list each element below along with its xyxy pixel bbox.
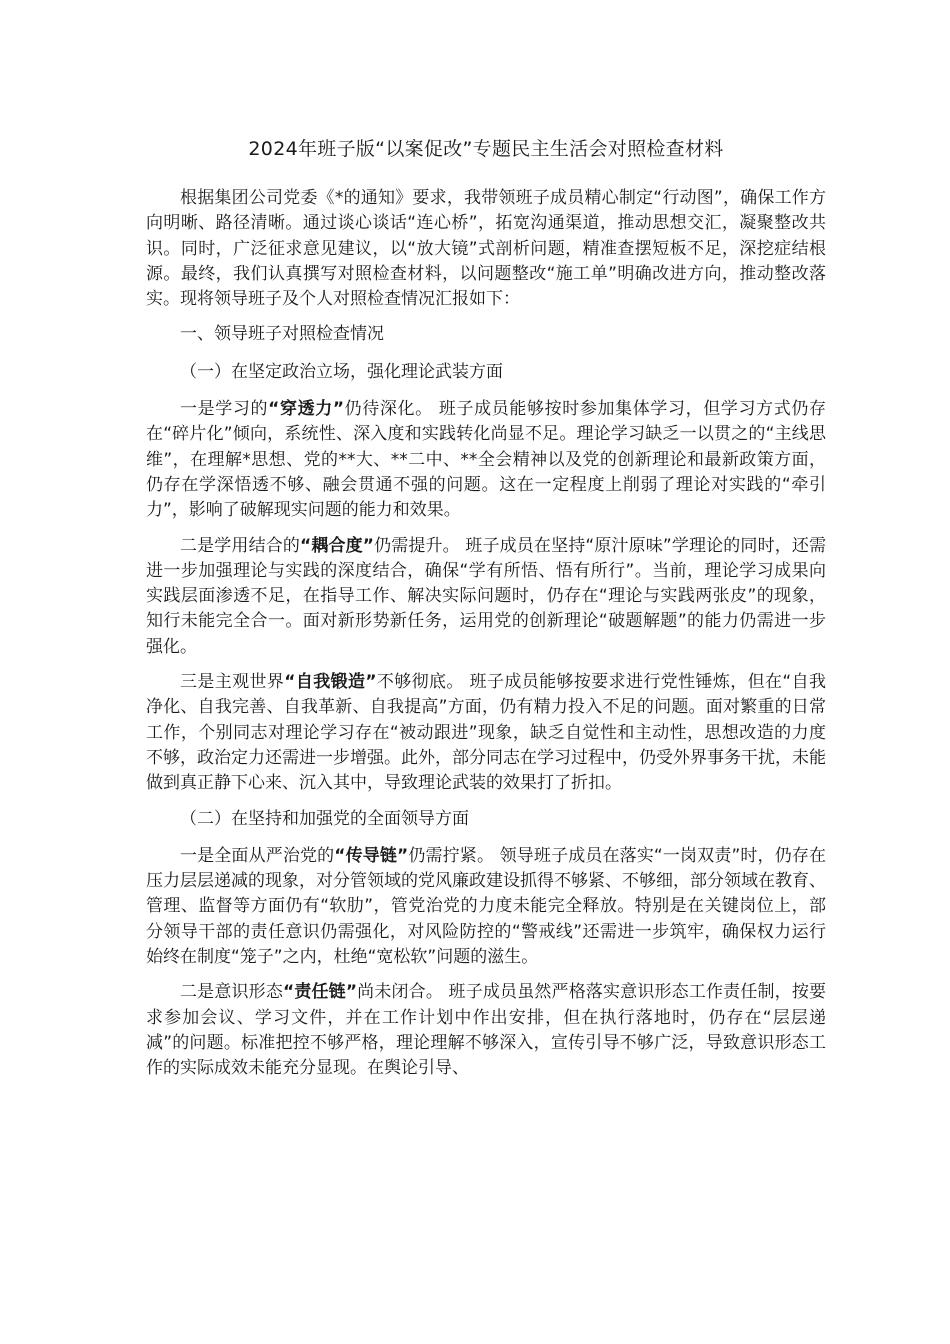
paragraph-lead-keyword: “责任链” xyxy=(282,982,357,1003)
paragraph-1-3 xyxy=(146,670,826,796)
paragraph-body: 班子成员在坚持“原汁原味”学理论的同时，还需进一步加强理论与实践的深度结合，确保“学有所悟、悟有所行”。当前，理论学习成果向实践层面渗透不足，在指导工作、解决实际问题时，仍存在“理论与实践两张皮”的现象，知行未能完全合一。面对新形势新任务，运用党的创新理论“破题解题”的能力仍需进一步强化。 xyxy=(146,535,826,657)
paragraph-lead: 不够彻底。 xyxy=(376,672,464,693)
paragraph-body: 班子成员能够按时参加集体学习，但学习方式仍存在“碎片化”倾向，系统性、深入度和实践转化尚显不足。理论学习缺乏一以贯之的“主线思维”，在理解*思想、党的**大、**二中、**全会精神以及党的创新理论和最新政策方面，仍存在学深悟透不够、融会贯通不强的问题。这在一定程度上削弱了理论对实践的“牵引力”，影响了破解现实问题的能力和效果。 xyxy=(146,399,826,521)
paragraph-lead: 三是主观世界 xyxy=(180,672,285,693)
subsection-heading-1: （一）在坚定政治立场，强化理论武装方面 xyxy=(180,361,503,382)
paragraph-lead: 二是意识形态 xyxy=(180,982,283,1003)
paragraph-lead: 仍需提升。 xyxy=(373,535,460,556)
paragraph-lead-keyword: “穿透力” xyxy=(268,399,344,420)
paragraph-lead-keyword: “自我锻造” xyxy=(284,672,377,693)
paragraph-1-2 xyxy=(146,534,826,660)
paragraph-lead: 二是学用结合的 xyxy=(180,535,301,556)
paragraph-lead: 仍待深化。 xyxy=(344,399,433,420)
paragraph-body: 领导班子成员在落实“一岗双责”时，仍存在压力层层递减的现象，对分管领域的党风廉政建设抓得不够紧、不够细，部分领域在教育、管理、监督等方面仍有“软肋”，管党治党的力度未能完全释放。特别是在关键岗位上，部分领导干部的责任意识仍需强化，对风险防控的“警戒线”还需进一步筑牢，确保权力运行始终在制度“笼子”之内，杜绝“宽松软”问题的滋生。 xyxy=(146,845,826,968)
intro-paragraph: 根据集团公司党委《*的通知》要求，我带领班子成员精心制定“行动图”，确保工作方向明晰、路径清晰。通过谈心谈话“连心桥”，拓宽沟通渠道，推动思想交汇，凝聚整改共识。同时，广泛征求意见建议，以“放大镜”式剖析问题，精准查摆短板不足，深挖症结根源。最终，我们认真撰写对照检查材料，以问题整改“施工单”明确改进方向，推动整改落实。现将领导班子及个人对照检查情况汇报如下： xyxy=(146,188,826,310)
document-page xyxy=(146,132,826,1092)
paragraph-lead: 仍需拧紧。 xyxy=(408,845,495,866)
paragraph-lead: 尚未闭合。 xyxy=(357,982,443,1003)
paragraph-2-1 xyxy=(146,844,826,970)
paragraph-2-2 xyxy=(146,980,826,1081)
paragraph-body: 班子成员能够按要求进行党性锤炼，但在“自我净化、自我完善、自我革新、自我提高”方面，仍有精力投入不足的问题。面对繁重的日常工作，个别同志对理论学习存在“被动跟进”现象，缺乏自觉性和主动性，思想改造的力度不够，政治定力还需进一步增强。此外，部分同志在学习过程中，仍受外界事务干扰，未能做到真正静下心来、沉入其中，导致理论武装的效果打了折扣。 xyxy=(146,672,826,794)
paragraph-lead: 一是学习的 xyxy=(180,399,269,420)
section-heading-1: 一、领导班子对照检查情况 xyxy=(180,324,384,345)
paragraph-body: 班子成员虽然严格落实意识形态工作责任制，按要求参加会议、学习文件，并在工作计划中作出安排，但在执行落地时，仍存在“层层递减”的问题。标准把控不够严格，理论理解不够深入，宣传引导不够广泛，导致意识形态工作的实际成效未能充分显现。在舆论引导、 xyxy=(146,982,826,1079)
paragraph-1-1 xyxy=(146,397,826,523)
paragraph-lead-keyword: “耦合度” xyxy=(300,535,374,556)
paragraph-lead-keyword: “传导链” xyxy=(334,845,409,866)
subsection-heading-2: （二）在坚持和加强党的全面领导方面 xyxy=(180,808,469,829)
paragraph-lead: 一是全面从严治党的 xyxy=(180,845,335,866)
document-title: 2024年班子版“以案促改”专题民主生活会对照检查材料 xyxy=(248,138,724,160)
